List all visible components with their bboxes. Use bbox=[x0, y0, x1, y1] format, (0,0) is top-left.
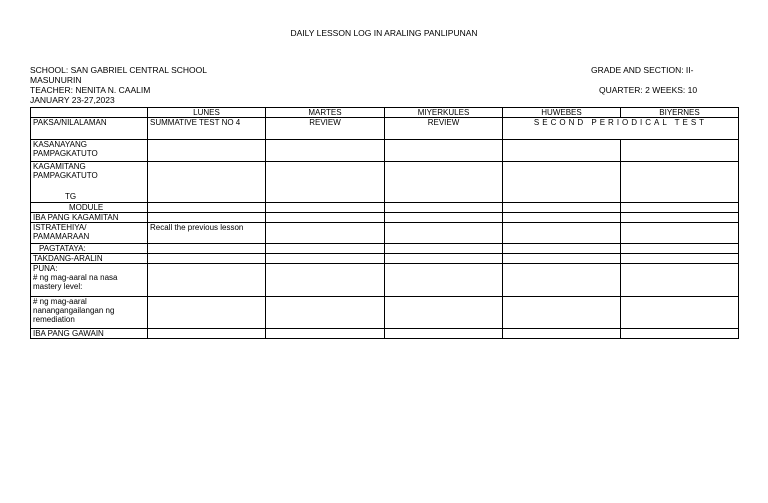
label-line: PAMPAGKATUTO bbox=[33, 149, 98, 158]
table-row bbox=[31, 140, 739, 162]
table-cell bbox=[266, 203, 385, 213]
table-row bbox=[31, 297, 739, 329]
table-row bbox=[31, 329, 739, 339]
cell-paksa-martes: REVIEW bbox=[266, 118, 385, 140]
label-line: # ng mag-aaral bbox=[33, 297, 87, 306]
label-line: remediation bbox=[33, 315, 75, 324]
day-header-row bbox=[31, 108, 739, 118]
row-label-paksa: PAKSA/NILALAMAN bbox=[31, 118, 148, 140]
table-cell bbox=[148, 213, 266, 223]
table-cell bbox=[621, 329, 739, 339]
table-row bbox=[31, 254, 739, 264]
table-row bbox=[31, 223, 739, 244]
table-cell bbox=[385, 223, 503, 244]
school-label: SCHOOL: SAN GABRIEL CENTRAL SCHOOL bbox=[30, 65, 207, 75]
table-cell bbox=[266, 254, 385, 264]
table-cell bbox=[148, 244, 266, 254]
cell-paksa-lunes: SUMMATIVE TEST NO 4 bbox=[148, 118, 266, 140]
corner-cell bbox=[31, 108, 148, 118]
table-cell bbox=[385, 203, 503, 213]
table-cell bbox=[148, 162, 266, 203]
row-label-takdang: TAKDANG-ARALIN bbox=[31, 254, 148, 264]
row-label-module: MODULE bbox=[31, 203, 148, 213]
row-label-kasanayang bbox=[31, 140, 148, 162]
date-label: JANUARY 23-27,2023 bbox=[30, 95, 115, 105]
table-row bbox=[31, 162, 739, 203]
table-cell bbox=[385, 140, 503, 162]
table-cell bbox=[148, 140, 266, 162]
row-label-istratehiya bbox=[31, 223, 148, 244]
label-line: mastery level: bbox=[33, 282, 83, 291]
table-cell bbox=[503, 213, 621, 223]
table-cell bbox=[266, 329, 385, 339]
table-row bbox=[31, 203, 739, 213]
row-label-puna bbox=[31, 264, 148, 297]
table-cell bbox=[503, 223, 621, 244]
table-cell bbox=[385, 254, 503, 264]
table-cell bbox=[266, 162, 385, 203]
table-cell bbox=[148, 264, 266, 297]
teacher-label: TEACHER: NENITA N. CAALIM bbox=[30, 85, 151, 95]
label-line: KAGAMITANG bbox=[33, 162, 86, 171]
table-cell bbox=[621, 264, 739, 297]
label-line: # ng mag-aaral na nasa bbox=[33, 273, 118, 282]
label-line: PAMAMARAAN bbox=[33, 232, 90, 241]
label-line: KASANAYANG bbox=[33, 140, 87, 149]
table-cell bbox=[266, 223, 385, 244]
document-title: DAILY LESSON LOG IN ARALING PANLIPUNAN bbox=[290, 28, 478, 38]
table-cell bbox=[503, 244, 621, 254]
quarter-weeks-label: QUARTER: 2 WEEKS: 10 bbox=[599, 85, 698, 95]
day-header-miyerkules: MIYERKULES bbox=[385, 108, 503, 118]
table-cell bbox=[266, 297, 385, 329]
label-line: PUNA: bbox=[33, 264, 58, 273]
day-header-huwebes: HUWEBES bbox=[503, 108, 621, 118]
table-cell bbox=[621, 203, 739, 213]
table-cell bbox=[266, 264, 385, 297]
label-line: nanangangailangan ng bbox=[33, 306, 115, 315]
table-cell bbox=[621, 140, 739, 162]
table-cell bbox=[503, 254, 621, 264]
table-cell bbox=[266, 244, 385, 254]
day-header-martes: MARTES bbox=[266, 108, 385, 118]
table-cell bbox=[385, 329, 503, 339]
table-cell bbox=[148, 254, 266, 264]
day-header-lunes: LUNES bbox=[148, 108, 266, 118]
table-cell bbox=[503, 329, 621, 339]
table-cell bbox=[621, 213, 739, 223]
table-row bbox=[31, 264, 739, 297]
table-cell bbox=[621, 297, 739, 329]
table-cell bbox=[621, 223, 739, 244]
table-cell bbox=[148, 329, 266, 339]
table-cell bbox=[503, 162, 621, 203]
table-cell bbox=[503, 140, 621, 162]
row-label-kagamitang bbox=[31, 162, 148, 203]
grade-section-label: GRADE AND SECTION: II- bbox=[591, 65, 694, 75]
lesson-log-table bbox=[30, 107, 739, 339]
table-cell bbox=[621, 162, 739, 203]
table-row bbox=[31, 118, 739, 140]
table-cell bbox=[503, 203, 621, 213]
table-row bbox=[31, 213, 739, 223]
day-header-biyernes: BIYERNES bbox=[621, 108, 739, 118]
table-cell bbox=[266, 140, 385, 162]
table-cell bbox=[385, 244, 503, 254]
table-cell bbox=[148, 297, 266, 329]
table-cell bbox=[621, 244, 739, 254]
row-label-iba-kagamitan: IBA PANG KAGAMITAN bbox=[31, 213, 148, 223]
table-cell bbox=[266, 213, 385, 223]
table-cell bbox=[385, 162, 503, 203]
label-line: TG bbox=[65, 192, 77, 201]
row-label-pagtataya: PAGTATAYA: bbox=[31, 244, 148, 254]
cell-paksa-miyerkules: REVIEW bbox=[385, 118, 503, 140]
table-cell bbox=[385, 213, 503, 223]
table-cell bbox=[503, 297, 621, 329]
table-cell bbox=[503, 264, 621, 297]
table-cell bbox=[385, 264, 503, 297]
label-line: ISTRATEHIYA/ bbox=[33, 223, 87, 232]
table-cell bbox=[385, 297, 503, 329]
row-label-remediation bbox=[31, 297, 148, 329]
cell-periodical-test: SECOND PERIODICAL TEST bbox=[503, 118, 739, 140]
table-row bbox=[31, 244, 739, 254]
label-line: PAMPAGKATUTO bbox=[33, 171, 98, 180]
table-cell bbox=[148, 203, 266, 213]
table-cell bbox=[621, 254, 739, 264]
row-label-iba-gawain: IBA PANG GAWAIN bbox=[31, 329, 148, 339]
cell-istratehiya-lunes: Recall the previous lesson bbox=[148, 223, 266, 244]
school-label-cont: MASUNURIN bbox=[30, 75, 82, 85]
